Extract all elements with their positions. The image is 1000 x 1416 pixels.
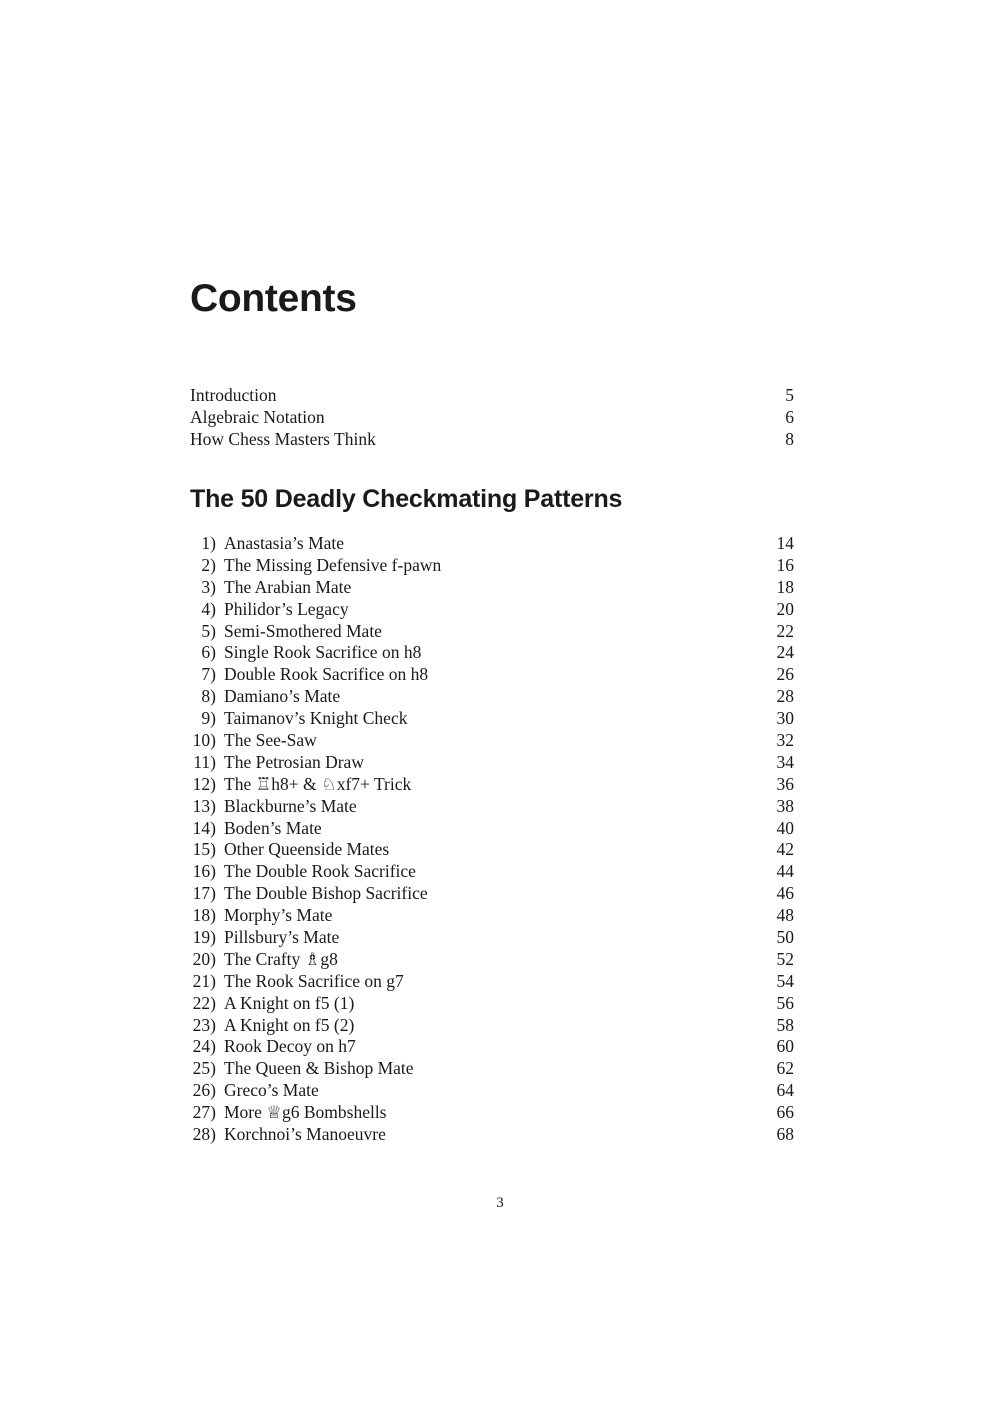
toc-entry-page: 8	[785, 428, 794, 449]
chapter-entry	[190, 861, 794, 883]
toc-entry-introduction	[190, 385, 794, 407]
chapter-entry	[190, 796, 794, 818]
chapter-title: Taimanov’s Knight Check	[224, 708, 408, 729]
chapter-entry	[190, 599, 794, 621]
page-title: Contents	[190, 277, 357, 320]
chapter-title: Other Queenside Mates	[224, 839, 390, 860]
chapter-page: 54	[776, 970, 794, 991]
chapter-title: The Double Rook Sacrifice	[224, 861, 416, 882]
chapter-title: Philidor’s Legacy	[224, 598, 349, 619]
chapter-entry	[190, 533, 794, 555]
chapter-title: The Rook Sacrifice on g7	[224, 970, 404, 991]
chapter-title: The Arabian Mate	[224, 576, 352, 597]
chapter-title: A Knight on f5 (2)	[224, 1014, 355, 1035]
chapter-page: 56	[776, 992, 794, 1013]
chapter-entry	[190, 927, 794, 949]
chapter-number: 1)	[201, 533, 216, 553]
toc-entry-title: How Chess Masters Think	[190, 428, 376, 449]
chapter-number: 17)	[192, 883, 216, 904]
toc-entry-page: 6	[785, 406, 794, 427]
chapter-page: 26	[776, 664, 794, 685]
chapter-page: 68	[776, 1124, 794, 1145]
chapter-number: 16)	[192, 861, 216, 882]
chapter-title: More ♕g6 Bombshells	[224, 1102, 387, 1123]
toc-entry-title: Introduction	[190, 385, 277, 405]
chapter-page: 16	[776, 554, 794, 575]
chapter-page: 20	[776, 598, 794, 619]
section-heading: The 50 Deadly Checkmating Patterns	[190, 485, 623, 513]
chapter-page: 52	[776, 948, 794, 969]
chapter-title: The See-Saw	[224, 730, 317, 751]
chapter-page: 14	[776, 533, 794, 553]
chapter-entry	[190, 1058, 794, 1080]
chapter-number: 6)	[201, 642, 216, 663]
chapter-entry	[190, 555, 794, 577]
chapter-entry	[190, 1080, 794, 1102]
chapter-entry	[190, 993, 794, 1015]
chapter-page: 32	[776, 730, 794, 751]
chapter-entry	[190, 686, 794, 708]
chapter-title: Single Rook Sacrifice on h8	[224, 642, 422, 663]
chapter-entry	[190, 839, 794, 861]
chapter-page: 50	[776, 927, 794, 948]
chapter-title: Pillsbury’s Mate	[224, 927, 340, 948]
chapter-title: Rook Decoy on h7	[224, 1036, 356, 1057]
chapter-page: 36	[776, 773, 794, 794]
toc-entry-algebraic-notation	[190, 407, 794, 429]
chapter-number: 28)	[192, 1124, 216, 1145]
footer-page-number: 3	[496, 1195, 504, 1211]
chapter-number: 11)	[193, 751, 216, 772]
chapter-number: 25)	[192, 1058, 216, 1079]
chapter-title: Double Rook Sacrifice on h8	[224, 664, 429, 685]
chapter-entry	[190, 883, 794, 905]
chapter-entry	[190, 664, 794, 686]
chapter-number: 18)	[192, 905, 216, 926]
chapter-entry	[190, 1036, 794, 1058]
chapter-entry	[190, 577, 794, 599]
chapter-number: 4)	[201, 598, 216, 619]
chapter-title: The Queen & Bishop Mate	[224, 1058, 414, 1079]
chapter-page: 38	[776, 795, 794, 816]
chapter-number: 22)	[192, 992, 216, 1013]
chapter-number: 12)	[192, 773, 216, 794]
chapter-page: 44	[776, 861, 794, 882]
chapter-number: 19)	[192, 927, 216, 948]
toc-entry-title: Algebraic Notation	[190, 406, 325, 427]
chapter-title: The Double Bishop Sacrifice	[224, 883, 428, 904]
chapter-title: Korchnoi’s Manoeuvre	[224, 1124, 386, 1145]
chapter-number: 5)	[201, 620, 216, 641]
chapter-number: 8)	[201, 686, 216, 707]
chapter-entry	[190, 730, 794, 752]
chapter-number: 14)	[192, 817, 216, 838]
front-matter-list	[190, 385, 794, 451]
chapter-title: Morphy’s Mate	[224, 905, 333, 926]
chapter-title: Damiano’s Mate	[224, 686, 341, 707]
chapter-list	[190, 533, 794, 1146]
chapter-entry	[190, 818, 794, 840]
chapter-entry	[190, 1015, 794, 1037]
chapter-number: 20)	[192, 948, 216, 969]
chapter-page: 40	[776, 817, 794, 838]
chapter-number: 7)	[201, 664, 216, 685]
chapter-title: Boden’s Mate	[224, 817, 322, 838]
chapter-page: 58	[776, 1014, 794, 1035]
chapter-page: 22	[776, 620, 794, 641]
chapter-number: 2)	[201, 554, 216, 575]
chapter-page: 34	[776, 751, 794, 772]
chapter-page: 18	[776, 576, 794, 597]
chapter-entry	[190, 774, 794, 796]
chapter-title: A Knight on f5 (1)	[224, 992, 355, 1013]
chapter-entry	[190, 708, 794, 730]
chapter-number: 13)	[192, 795, 216, 816]
chapter-page: 46	[776, 883, 794, 904]
chapter-page: 66	[776, 1102, 794, 1123]
chapter-number: 26)	[192, 1080, 216, 1101]
chapter-title: The Missing Defensive f-pawn	[224, 554, 442, 575]
chapter-entry	[190, 1124, 794, 1146]
chapter-page: 64	[776, 1080, 794, 1101]
chapter-title: The ♖h8+ & ♘xf7+ Trick	[224, 773, 412, 794]
chapter-entry	[190, 1102, 794, 1124]
chapter-title: The Crafty ♗g8	[224, 948, 338, 969]
chapter-number: 15)	[192, 839, 216, 860]
chapter-entry	[190, 971, 794, 993]
toc-entry-how-chess-masters-think	[190, 429, 794, 451]
chapter-entry	[190, 905, 794, 927]
chapter-title: Anastasia’s Mate	[224, 533, 345, 553]
chapter-number: 3)	[201, 576, 216, 597]
chapter-entry	[190, 642, 794, 664]
chapter-number: 10)	[192, 730, 216, 751]
chapter-title: The Petrosian Draw	[224, 751, 364, 772]
chapter-number: 24)	[192, 1036, 216, 1057]
chapter-page: 30	[776, 708, 794, 729]
chapter-entry	[190, 949, 794, 971]
chapter-number: 21)	[192, 970, 216, 991]
chapter-page: 62	[776, 1058, 794, 1079]
chapter-title: Semi-Smothered Mate	[224, 620, 382, 641]
chapter-number: 27)	[192, 1102, 216, 1123]
chapter-page: 48	[776, 905, 794, 926]
chapter-page: 24	[776, 642, 794, 663]
chapter-title: Greco’s Mate	[224, 1080, 319, 1101]
toc-entry-page: 5	[785, 385, 794, 405]
chapter-page: 60	[776, 1036, 794, 1057]
chapter-entry	[190, 621, 794, 643]
chapter-entry	[190, 752, 794, 774]
chapter-page: 42	[776, 839, 794, 860]
chapter-number: 9)	[201, 708, 216, 729]
chapter-title: Blackburne’s Mate	[224, 795, 357, 816]
chapter-page: 28	[776, 686, 794, 707]
chapter-number: 23)	[192, 1014, 216, 1035]
